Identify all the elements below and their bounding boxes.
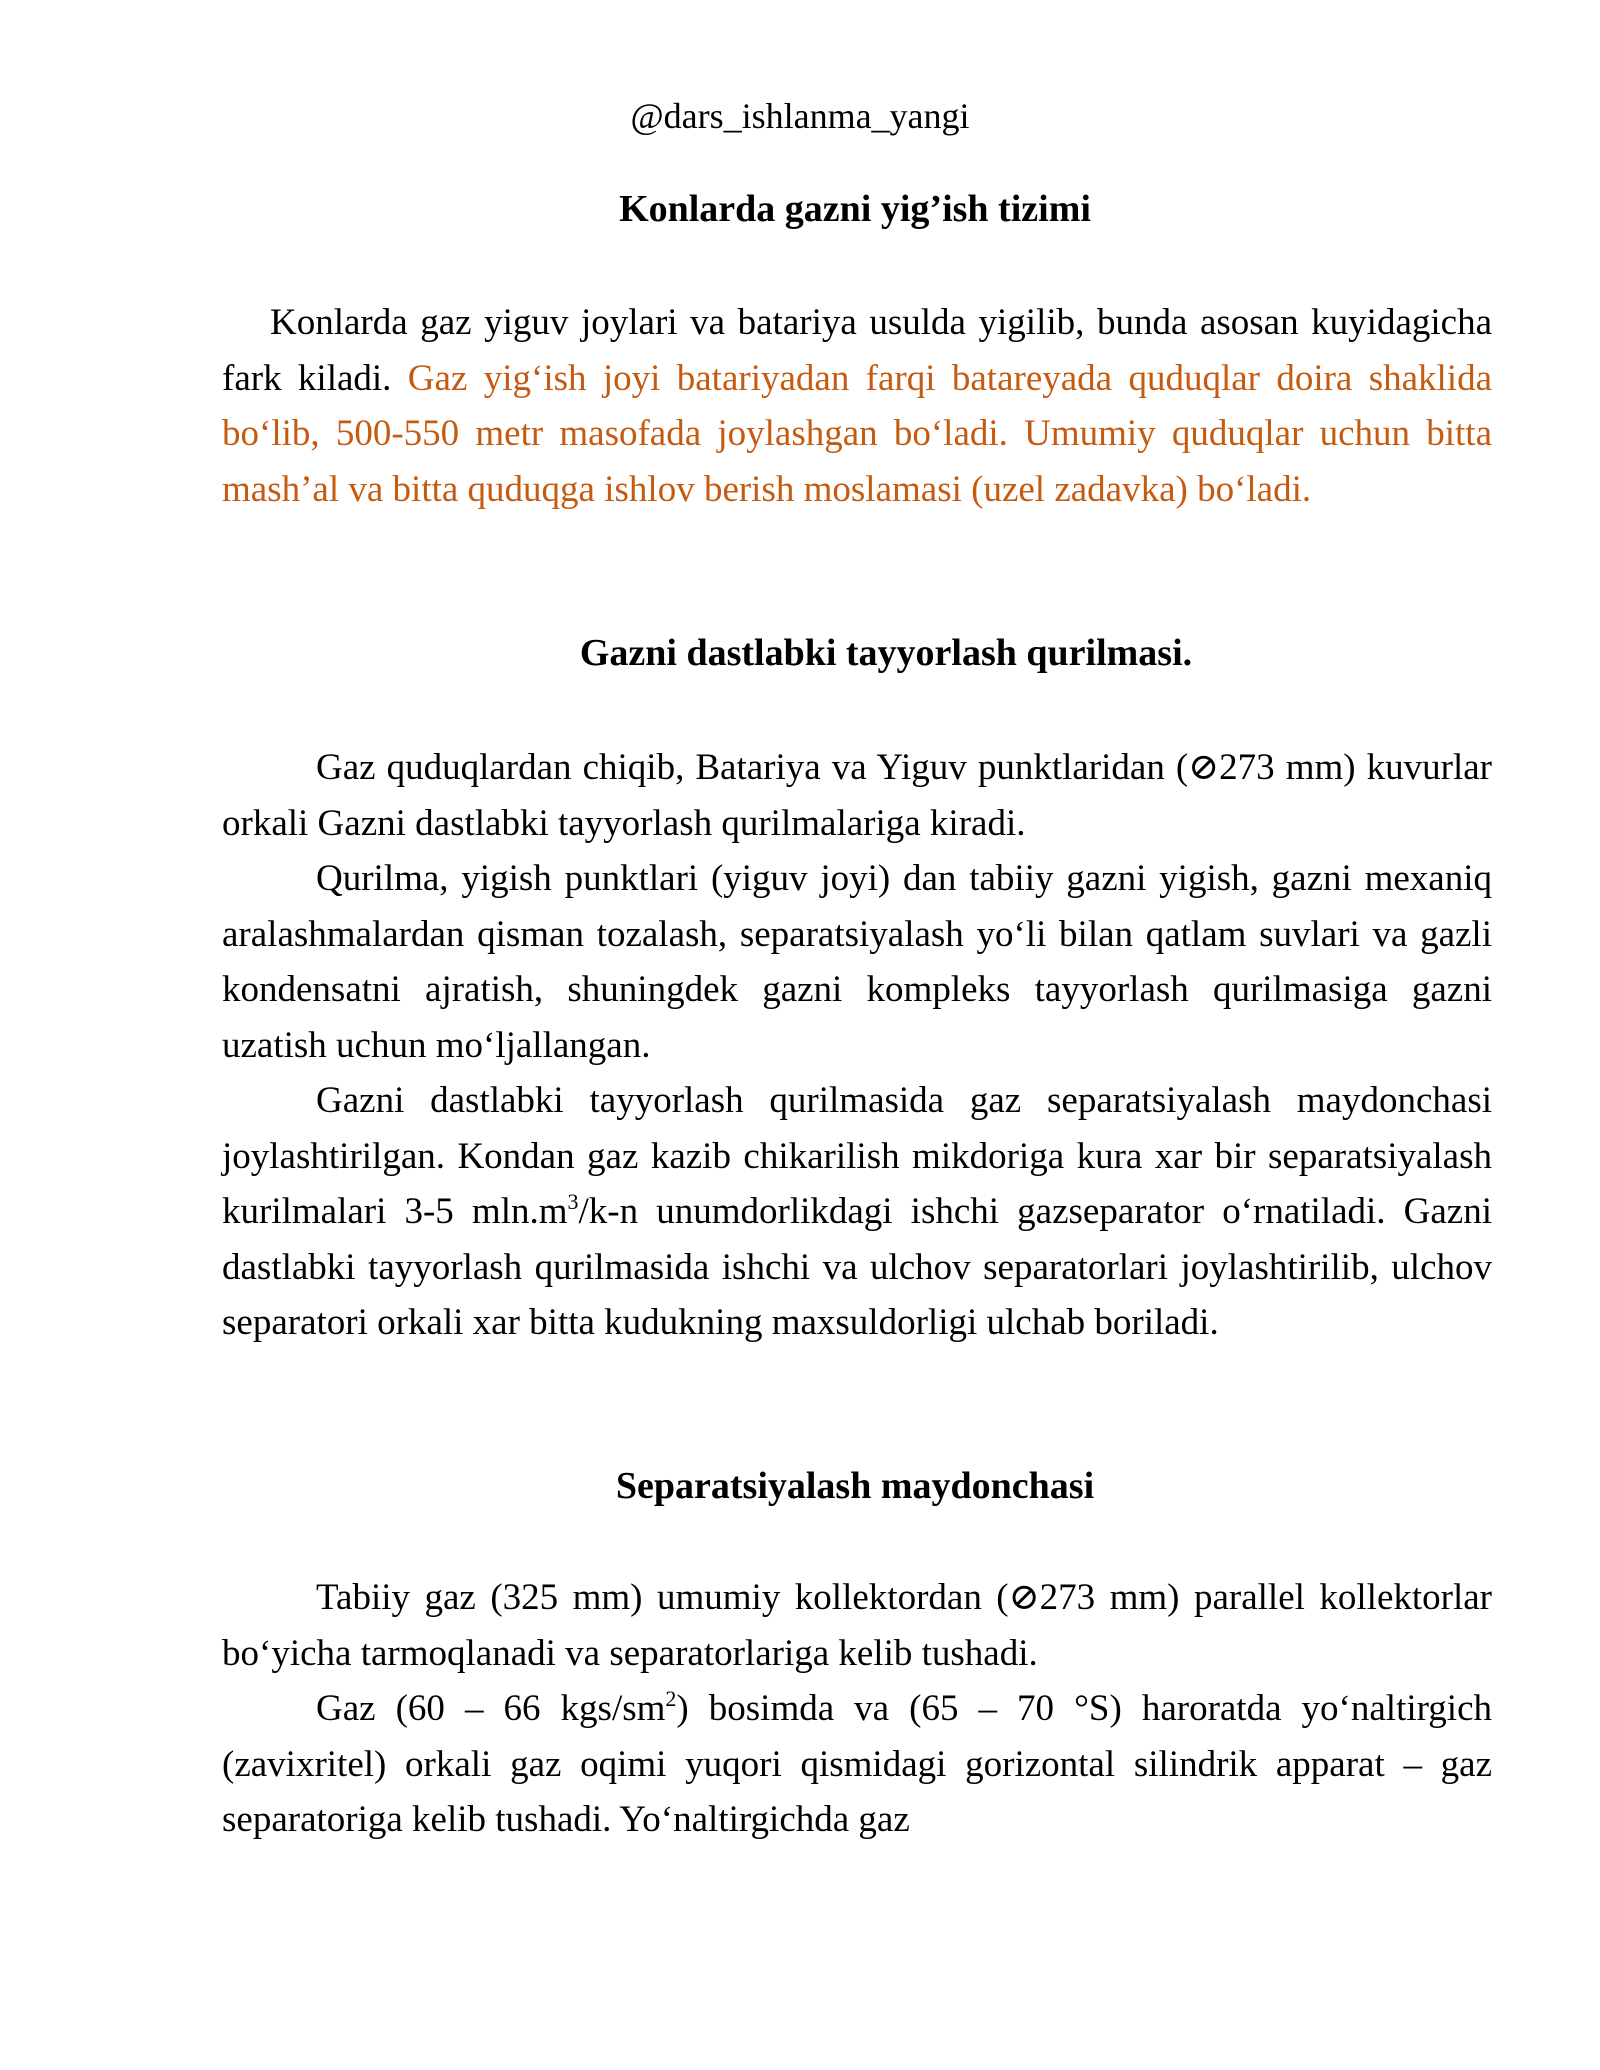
paragraph-text: Gazni dastlabki tayyorlash qurilmasida gaz separatsiyalash maydonchasi joylashtirilgan. Kondan gaz kazib chikarilish mikdoriga kura xar bir separatsiyalash kurilmalari 3-5 mln.m (222, 1080, 1492, 1232)
paragraph-text: ) bosimda va (65 – 70 °S) haroratda yo‘naltirgich (zavixritel) orkali gaz oqimi yuqori qismidagi gorizontal silindrik apparat – gaz separatoriga kelib tushadi. Yo‘naltirgichda gaz (222, 1688, 1492, 1840)
section-body-gas-collection (222, 295, 1492, 517)
paragraph (222, 1681, 1492, 1848)
section-body-preparation-unit (222, 740, 1492, 1351)
section-body-separation-site (222, 1570, 1492, 1848)
paragraph-text: Konlarda gaz yiguv joylari va batariya usulda yigilib, bunda asosan kuyidagicha fark kiladi. (222, 302, 1492, 399)
section-title-preparation-unit: Gazni dastlabki tayyorlash qurilmasi. (579, 632, 1193, 674)
highlighted-text: Gaz yig‘ish joyi batariyadan farqi batareyada quduqlar doira shaklida bo‘lib, 500-550 metr masofada joylashgan bo‘ladi. Umumiy quduqlar uchun bitta mash’al va bitta quduqga ishlov berish moslamasi (uzel zadavka) bo‘ladi. (222, 357, 1493, 510)
paragraph (222, 1073, 1492, 1351)
section-title-gas-collection: Konlarda gazni yig’ish tizimi (619, 188, 1091, 230)
superscript: 2 (665, 1686, 677, 1711)
channel-header: @dars_ishlanma_yangi (630, 96, 970, 136)
section-title-separation-site: Separatsiyalash maydonchasi (615, 1465, 1095, 1507)
paragraph-text: /k-n unumdorlikdagi ishchi gazseparator o‘rnatiladi. Gazni dastlabki tayyorlash qurilmasida ishchi va ulchov separatorlari joylashtirilib, ulchov separatori orkali xar bitta kudukning maxsuldorligi ulchab boriladi. (222, 1191, 1493, 1343)
paragraph: Tabiiy gaz (325 mm) umumiy kollektordan (⊘273 mm) parallel kollektorlar bo‘yicha tarmoqlanadi va separatorlariga kelib tushadi. (222, 1577, 1492, 1674)
paragraph (222, 295, 1492, 517)
paragraph: Gaz quduqlardan chiqib, Batariya va Yiguv punktlaridan (⊘273 mm) kuvurlar orkali Gazni dastlabki tayyorlash qurilmalariga kiradi. (222, 747, 1492, 844)
paragraph-text: Gaz (60 – 66 kgs/sm (316, 1688, 666, 1729)
paragraph: Qurilma, yigish punktlari (yiguv joyi) dan tabiiy gazni yigish, gazni mexaniq aralashmalardan qisman tozalash, separatsiyalash yo‘li bilan qatlam suvlari va gazli kondensatni ajratish, shuningdek gazni kompleks tayyorlash qurilmasiga gazni uzatish uchun mo‘ljallangan. (222, 858, 1492, 1066)
superscript: 3 (567, 1189, 579, 1214)
